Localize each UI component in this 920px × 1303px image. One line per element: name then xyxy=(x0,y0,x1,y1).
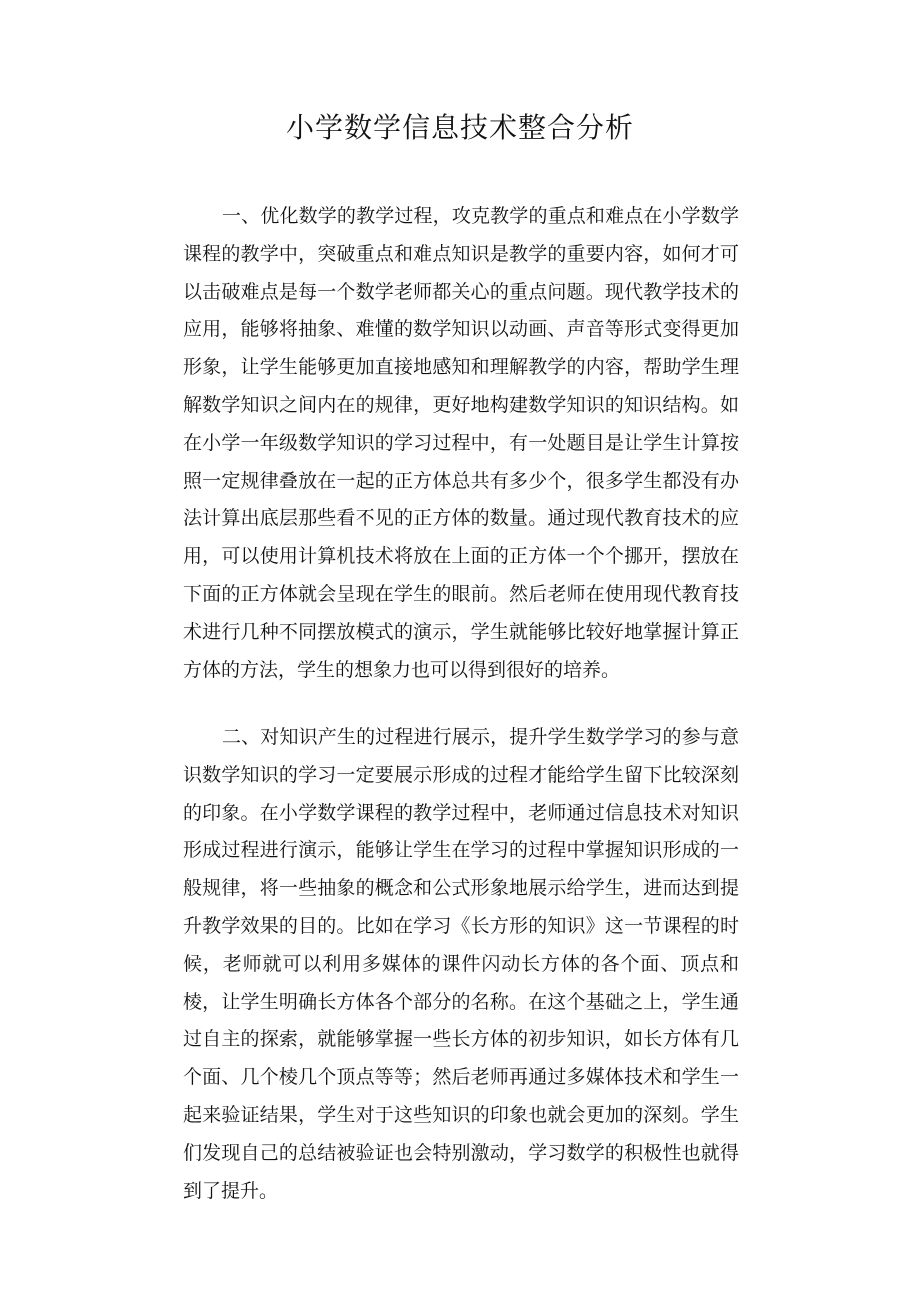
paragraph-1: 一、优化数学的教学过程，攻克教学的重点和难点在小学数学课程的教学中，突破重点和难点知识是教学的重要内容，如何才可以击破难点是每一个数学老师都关心的重点问题。现代教学技术的应用，能够将抽象、难懂的数学知识以动画、声音等形式变得更加形象，让学生能够更加直接地感知和理解教学的内容，帮助学生理解数学知识之间内在的规律，更好地构建数学知识的知识结构。如在小学一年级数学知识的学习过程中，有一处题目是让学生计算按照一定规律叠放在一起的正方体总共有多少个，很多学生都没有办法计算出底层那些看不见的正方体的数量。通过现代教育技术的应用，可以使用计算机技术将放在上面的正方体一个个挪开，摆放在下面的正方体就会呈现在学生的眼前。然后老师在使用现代教育技术进行几种不同摆放模式的演示，学生就能够比较好地掌握计算正方体的方法，学生的想象力也可以得到很好的培养。 xyxy=(183,205,739,681)
paragraph-2: 二、对知识产生的过程进行展示，提升学生数学学习的参与意识数学知识的学习一定要展示形成的过程才能给学生留下比较深刻的印象。在小学数学课程的教学过程中，老师通过信息技术对知识形成过程进行演示，能够让学生在学习的过程中掌握知识形成的一般规律，将一些抽象的概念和公式形象地展示给学生，进而达到提升教学效果的目的。比如在学习《长方形的知识》这一节课程的时候，老师就可以利用多媒体的课件闪动长方体的各个面、顶点和棱，让学生明确长方体各个部分的名称。在这个基础之上，学生通过自主的探索，就能够掌握一些长方体的初步知识，如长方体有几个面、几个棱几个顶点等等；然后老师再通过多媒体技术和学生一起来验证结果，学生对于这些知识的印象也就会更加的深刻。学生们发现自己的总结被验证也会特别激动，学习数学的积极性也就得到了提升。 xyxy=(183,726,739,1202)
document-title: 小学数学信息技术整合分析 xyxy=(285,111,634,144)
